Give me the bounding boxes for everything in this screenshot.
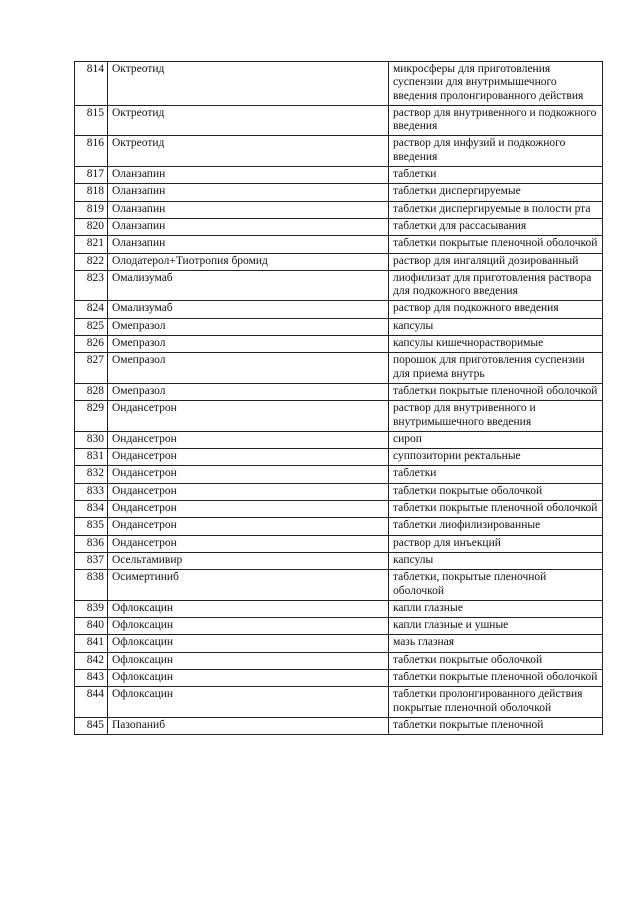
drug-name: Оланзапин — [108, 236, 389, 253]
dosage-form: таблетки покрытые пленочной — [389, 717, 603, 734]
dosage-form: раствор для инфузий и подкожного введения — [389, 136, 603, 167]
dosage-form: раствор для ингаляций дозированный — [389, 253, 603, 270]
table-row — [75, 635, 603, 652]
row-number: 842 — [75, 652, 108, 669]
row-number: 820 — [75, 218, 108, 235]
dosage-form: таблетки покрытые пленочной оболочкой — [389, 383, 603, 400]
drug-name: Офлоксацин — [108, 652, 389, 669]
dosage-form: капсулы — [389, 552, 603, 569]
drug-name: Омализумаб — [108, 301, 389, 318]
dosage-form: сироп — [389, 431, 603, 448]
drug-name: Оланзапин — [108, 201, 389, 218]
row-number: 826 — [75, 336, 108, 353]
drug-name: Омализумаб — [108, 270, 389, 301]
dosage-form: мазь глазная — [389, 635, 603, 652]
drug-name: Омепразол — [108, 353, 389, 384]
table-row — [75, 449, 603, 466]
drug-name: Омепразол — [108, 336, 389, 353]
row-number: 844 — [75, 687, 108, 718]
table-row — [75, 301, 603, 318]
row-number: 843 — [75, 669, 108, 686]
dosage-form: таблетки покрытые оболочкой — [389, 483, 603, 500]
table-row — [75, 518, 603, 535]
table-row — [75, 184, 603, 201]
row-number: 824 — [75, 301, 108, 318]
drug-name: Ондансетрон — [108, 431, 389, 448]
dosage-form: порошок для приготовления суспензии для приема внутрь — [389, 353, 603, 384]
drug-name: Октреотид — [108, 136, 389, 167]
dosage-form: микросферы для приготовления суспензии для внутримышечного введения пролонгированного действия — [389, 62, 603, 106]
dosage-form: раствор для внутривенного и подкожного введения — [389, 105, 603, 136]
row-number: 835 — [75, 518, 108, 535]
table-row — [75, 401, 603, 432]
row-number: 822 — [75, 253, 108, 270]
table-row — [75, 483, 603, 500]
dosage-form: раствор для внутривенного и внутримышечного введения — [389, 401, 603, 432]
drug-name: Ондансетрон — [108, 535, 389, 552]
row-number: 817 — [75, 167, 108, 184]
drug-name: Оланзапин — [108, 218, 389, 235]
row-number: 838 — [75, 570, 108, 601]
row-number: 830 — [75, 431, 108, 448]
dosage-form: таблетки, покрытые пленочной оболочкой — [389, 570, 603, 601]
drug-name: Октреотид — [108, 62, 389, 106]
row-number: 818 — [75, 184, 108, 201]
table-row — [75, 431, 603, 448]
row-number: 815 — [75, 105, 108, 136]
row-number: 834 — [75, 501, 108, 518]
table-row — [75, 570, 603, 601]
row-number: 825 — [75, 318, 108, 335]
drug-name: Ондансетрон — [108, 449, 389, 466]
table-row — [75, 201, 603, 218]
dosage-form: раствор для инъекций — [389, 535, 603, 552]
dosage-form: таблетки покрытые оболочкой — [389, 652, 603, 669]
drug-name: Омепразол — [108, 383, 389, 400]
table-row — [75, 669, 603, 686]
drug-name: Ондансетрон — [108, 518, 389, 535]
dosage-form: лиофилизат для приготовления раствора для подкожного введения — [389, 270, 603, 301]
table-row — [75, 600, 603, 617]
row-number: 833 — [75, 483, 108, 500]
drug-table — [74, 61, 603, 735]
row-number: 839 — [75, 600, 108, 617]
row-number: 832 — [75, 466, 108, 483]
row-number: 828 — [75, 383, 108, 400]
table-row — [75, 253, 603, 270]
drug-name: Офлоксацин — [108, 669, 389, 686]
row-number: 816 — [75, 136, 108, 167]
drug-name: Офлоксацин — [108, 635, 389, 652]
drug-table-body — [75, 62, 603, 735]
table-row — [75, 236, 603, 253]
row-number: 823 — [75, 270, 108, 301]
drug-name: Ондансетрон — [108, 466, 389, 483]
table-row — [75, 270, 603, 301]
table-row — [75, 687, 603, 718]
table-row — [75, 105, 603, 136]
drug-name: Осельтамивир — [108, 552, 389, 569]
row-number: 845 — [75, 717, 108, 734]
table-row — [75, 466, 603, 483]
table-row — [75, 535, 603, 552]
dosage-form: таблетки покрытые пленочной оболочкой — [389, 669, 603, 686]
dosage-form: суппозитории ректальные — [389, 449, 603, 466]
document-page — [74, 61, 602, 735]
table-row — [75, 218, 603, 235]
drug-name: Оланзапин — [108, 184, 389, 201]
drug-name: Олодатерол+Тиотропия бромид — [108, 253, 389, 270]
row-number: 821 — [75, 236, 108, 253]
row-number: 814 — [75, 62, 108, 106]
table-row — [75, 167, 603, 184]
drug-name: Октреотид — [108, 105, 389, 136]
drug-name: Ондансетрон — [108, 401, 389, 432]
row-number: 827 — [75, 353, 108, 384]
dosage-form: капли глазные и ушные — [389, 618, 603, 635]
drug-name: Ондансетрон — [108, 483, 389, 500]
dosage-form: капсулы — [389, 318, 603, 335]
table-row — [75, 62, 603, 106]
drug-name: Офлоксацин — [108, 600, 389, 617]
table-row — [75, 618, 603, 635]
table-row — [75, 652, 603, 669]
drug-name: Осимертиниб — [108, 570, 389, 601]
dosage-form: таблетки диспергируемые — [389, 184, 603, 201]
row-number: 840 — [75, 618, 108, 635]
table-row — [75, 353, 603, 384]
dosage-form: таблетки пролонгированного действия покрытые пленочной оболочкой — [389, 687, 603, 718]
table-row — [75, 552, 603, 569]
table-row — [75, 136, 603, 167]
dosage-form: таблетки покрытые пленочной оболочкой — [389, 501, 603, 518]
table-row — [75, 383, 603, 400]
drug-name: Пазопаниб — [108, 717, 389, 734]
row-number: 841 — [75, 635, 108, 652]
drug-name: Оланзапин — [108, 167, 389, 184]
row-number: 829 — [75, 401, 108, 432]
dosage-form: таблетки покрытые пленочной оболочкой — [389, 236, 603, 253]
dosage-form: таблетки лиофилизированные — [389, 518, 603, 535]
dosage-form: таблетки — [389, 167, 603, 184]
row-number: 831 — [75, 449, 108, 466]
row-number: 819 — [75, 201, 108, 218]
dosage-form: капли глазные — [389, 600, 603, 617]
dosage-form: таблетки диспергируемые в полости рта — [389, 201, 603, 218]
drug-name: Офлоксацин — [108, 618, 389, 635]
dosage-form: таблетки для рассасывания — [389, 218, 603, 235]
table-row — [75, 336, 603, 353]
table-row — [75, 717, 603, 734]
table-row — [75, 318, 603, 335]
dosage-form: капсулы кишечнорастворимые — [389, 336, 603, 353]
drug-name: Омепразол — [108, 318, 389, 335]
drug-name: Ондансетрон — [108, 501, 389, 518]
table-row — [75, 501, 603, 518]
row-number: 837 — [75, 552, 108, 569]
dosage-form: таблетки — [389, 466, 603, 483]
dosage-form: раствор для подкожного введения — [389, 301, 603, 318]
drug-name: Офлоксацин — [108, 687, 389, 718]
row-number: 836 — [75, 535, 108, 552]
